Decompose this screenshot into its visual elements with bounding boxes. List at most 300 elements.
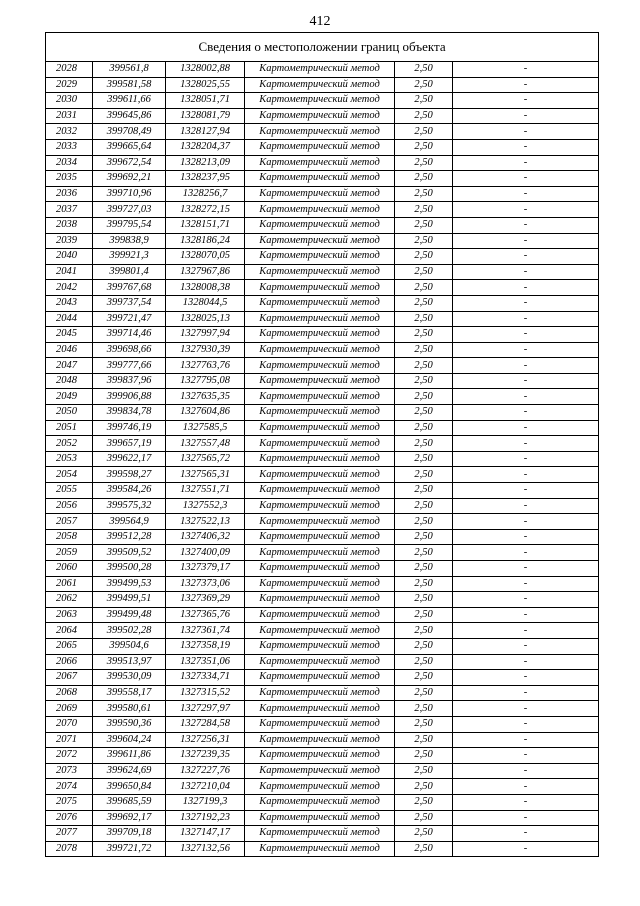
description-cell: - — [453, 373, 599, 389]
page-number: 412 — [309, 14, 331, 29]
accuracy-cell: 2,50 — [395, 62, 453, 78]
point-number-cell: 2044 — [46, 311, 93, 327]
point-number-cell: 2058 — [46, 529, 93, 545]
point-number-cell: 2070 — [46, 716, 93, 732]
method-cell: Картометрический метод — [245, 794, 395, 810]
accuracy-cell: 2,50 — [395, 139, 453, 155]
y-coordinate-cell: 1327365,76 — [166, 607, 245, 623]
x-coordinate-cell: 399509,52 — [93, 545, 166, 561]
table-row — [46, 794, 599, 810]
table-row — [46, 186, 599, 202]
point-number-cell: 2068 — [46, 685, 93, 701]
accuracy-cell: 2,50 — [395, 716, 453, 732]
x-coordinate-cell: 399801,4 — [93, 264, 166, 280]
x-coordinate-cell: 399746,19 — [93, 420, 166, 436]
table-row — [46, 389, 599, 405]
y-coordinate-cell: 1327227,76 — [166, 763, 245, 779]
x-coordinate-cell: 399584,26 — [93, 483, 166, 499]
accuracy-cell: 2,50 — [395, 342, 453, 358]
point-number-cell: 2034 — [46, 155, 93, 171]
accuracy-cell: 2,50 — [395, 202, 453, 218]
method-cell: Картометрический метод — [245, 779, 395, 795]
method-cell: Картометрический метод — [245, 264, 395, 280]
method-cell: Картометрический метод — [245, 327, 395, 343]
x-coordinate-cell: 399604,24 — [93, 732, 166, 748]
table-row — [46, 716, 599, 732]
point-number-cell: 2042 — [46, 280, 93, 296]
x-coordinate-cell: 399921,3 — [93, 249, 166, 265]
point-number-cell: 2035 — [46, 171, 93, 187]
y-coordinate-cell: 1327192,23 — [166, 810, 245, 826]
y-coordinate-cell: 1327552,3 — [166, 498, 245, 514]
y-coordinate-cell: 1328081,79 — [166, 108, 245, 124]
point-number-cell: 2031 — [46, 108, 93, 124]
y-coordinate-cell: 1328213,09 — [166, 155, 245, 171]
point-number-cell: 2055 — [46, 483, 93, 499]
accuracy-cell: 2,50 — [395, 327, 453, 343]
table-row — [46, 529, 599, 545]
accuracy-cell: 2,50 — [395, 638, 453, 654]
table-row — [46, 264, 599, 280]
x-coordinate-cell: 399622,17 — [93, 451, 166, 467]
x-coordinate-cell: 399767,68 — [93, 280, 166, 296]
description-cell: - — [453, 779, 599, 795]
table-row — [46, 592, 599, 608]
description-cell: - — [453, 701, 599, 717]
accuracy-cell: 2,50 — [395, 93, 453, 109]
point-number-cell: 2054 — [46, 467, 93, 483]
description-cell: - — [453, 529, 599, 545]
point-number-cell: 2033 — [46, 139, 93, 155]
y-coordinate-cell: 1328070,05 — [166, 249, 245, 265]
x-coordinate-cell: 399708,49 — [93, 124, 166, 140]
accuracy-cell: 2,50 — [395, 155, 453, 171]
x-coordinate-cell: 399611,86 — [93, 748, 166, 764]
x-coordinate-cell: 399650,84 — [93, 779, 166, 795]
x-coordinate-cell: 399564,9 — [93, 514, 166, 530]
method-cell: Картометрический метод — [245, 249, 395, 265]
x-coordinate-cell: 399500,28 — [93, 561, 166, 577]
accuracy-cell: 2,50 — [395, 389, 453, 405]
accuracy-cell: 2,50 — [395, 233, 453, 249]
description-cell: - — [453, 139, 599, 155]
table-row — [46, 561, 599, 577]
x-coordinate-cell: 399692,17 — [93, 810, 166, 826]
description-cell: - — [453, 483, 599, 499]
point-number-cell: 2062 — [46, 592, 93, 608]
method-cell: Картометрический метод — [245, 451, 395, 467]
point-number-cell: 2056 — [46, 498, 93, 514]
table-row — [46, 732, 599, 748]
description-cell: - — [453, 576, 599, 592]
y-coordinate-cell: 1327379,17 — [166, 561, 245, 577]
method-cell: Картометрический метод — [245, 155, 395, 171]
table-row — [46, 217, 599, 233]
accuracy-cell: 2,50 — [395, 841, 453, 857]
accuracy-cell: 2,50 — [395, 171, 453, 187]
accuracy-cell: 2,50 — [395, 701, 453, 717]
method-cell: Картометрический метод — [245, 420, 395, 436]
x-coordinate-cell: 399906,88 — [93, 389, 166, 405]
y-coordinate-cell: 1327361,74 — [166, 623, 245, 639]
accuracy-cell: 2,50 — [395, 592, 453, 608]
x-coordinate-cell: 399624,69 — [93, 763, 166, 779]
accuracy-cell: 2,50 — [395, 420, 453, 436]
table-row — [46, 327, 599, 343]
accuracy-cell: 2,50 — [395, 436, 453, 452]
table-row — [46, 280, 599, 296]
x-coordinate-cell: 399590,36 — [93, 716, 166, 732]
point-number-cell: 2075 — [46, 794, 93, 810]
description-cell: - — [453, 327, 599, 343]
table-row — [46, 77, 599, 93]
method-cell: Картометрический метод — [245, 311, 395, 327]
y-coordinate-cell: 1328051,71 — [166, 93, 245, 109]
point-number-cell: 2028 — [46, 62, 93, 78]
accuracy-cell: 2,50 — [395, 654, 453, 670]
x-coordinate-cell: 399721,72 — [93, 841, 166, 857]
table-row — [46, 311, 599, 327]
point-number-cell: 2061 — [46, 576, 93, 592]
table-row — [46, 810, 599, 826]
method-cell: Картометрический метод — [245, 358, 395, 374]
y-coordinate-cell: 1327369,29 — [166, 592, 245, 608]
table-row — [46, 763, 599, 779]
y-coordinate-cell: 1327565,31 — [166, 467, 245, 483]
description-cell: - — [453, 514, 599, 530]
table-row — [46, 405, 599, 421]
accuracy-cell: 2,50 — [395, 280, 453, 296]
accuracy-cell: 2,50 — [395, 373, 453, 389]
y-coordinate-cell: 1327239,35 — [166, 748, 245, 764]
table-row — [46, 576, 599, 592]
y-coordinate-cell: 1328204,37 — [166, 139, 245, 155]
y-coordinate-cell: 1327522,13 — [166, 514, 245, 530]
table-row — [46, 545, 599, 561]
table-row — [46, 685, 599, 701]
table-row — [46, 623, 599, 639]
x-coordinate-cell: 399598,27 — [93, 467, 166, 483]
method-cell: Картометрический метод — [245, 748, 395, 764]
table-row — [46, 483, 599, 499]
table-row — [46, 654, 599, 670]
y-coordinate-cell: 1328272,15 — [166, 202, 245, 218]
y-coordinate-cell: 1327400,09 — [166, 545, 245, 561]
description-cell: - — [453, 826, 599, 842]
method-cell: Картометрический метод — [245, 810, 395, 826]
x-coordinate-cell: 399777,66 — [93, 358, 166, 374]
description-cell: - — [453, 77, 599, 93]
method-cell: Картометрический метод — [245, 467, 395, 483]
description-cell: - — [453, 498, 599, 514]
method-cell: Картометрический метод — [245, 514, 395, 530]
table-row — [46, 670, 599, 686]
point-number-cell: 2074 — [46, 779, 93, 795]
accuracy-cell: 2,50 — [395, 405, 453, 421]
description-cell: - — [453, 155, 599, 171]
y-coordinate-cell: 1327373,06 — [166, 576, 245, 592]
x-coordinate-cell: 399575,32 — [93, 498, 166, 514]
table-body — [46, 62, 599, 857]
x-coordinate-cell: 399499,51 — [93, 592, 166, 608]
accuracy-cell: 2,50 — [395, 826, 453, 842]
table-row — [46, 171, 599, 187]
x-coordinate-cell: 399837,96 — [93, 373, 166, 389]
method-cell: Картометрический метод — [245, 373, 395, 389]
method-cell: Картометрический метод — [245, 561, 395, 577]
method-cell: Картометрический метод — [245, 826, 395, 842]
method-cell: Картометрический метод — [245, 295, 395, 311]
method-cell: Картометрический метод — [245, 280, 395, 296]
table-row — [46, 498, 599, 514]
method-cell: Картометрический метод — [245, 592, 395, 608]
description-cell: - — [453, 654, 599, 670]
y-coordinate-cell: 1327284,58 — [166, 716, 245, 732]
point-number-cell: 2040 — [46, 249, 93, 265]
table-row — [46, 108, 599, 124]
description-cell: - — [453, 716, 599, 732]
table-row — [46, 93, 599, 109]
description-cell: - — [453, 561, 599, 577]
accuracy-cell: 2,50 — [395, 311, 453, 327]
point-number-cell: 2046 — [46, 342, 93, 358]
table-row — [46, 233, 599, 249]
table-row — [46, 202, 599, 218]
method-cell: Картометрический метод — [245, 436, 395, 452]
point-number-cell: 2071 — [46, 732, 93, 748]
accuracy-cell: 2,50 — [395, 249, 453, 265]
y-coordinate-cell: 1327763,76 — [166, 358, 245, 374]
table-row — [46, 514, 599, 530]
x-coordinate-cell: 399530,09 — [93, 670, 166, 686]
method-cell: Картометрический метод — [245, 545, 395, 561]
y-coordinate-cell: 1327795,08 — [166, 373, 245, 389]
point-number-cell: 2043 — [46, 295, 93, 311]
point-number-cell: 2052 — [46, 436, 93, 452]
accuracy-cell: 2,50 — [395, 623, 453, 639]
x-coordinate-cell: 399672,54 — [93, 155, 166, 171]
x-coordinate-cell: 399499,48 — [93, 607, 166, 623]
y-coordinate-cell: 1328186,24 — [166, 233, 245, 249]
x-coordinate-cell: 399692,21 — [93, 171, 166, 187]
x-coordinate-cell: 399727,03 — [93, 202, 166, 218]
point-number-cell: 2029 — [46, 77, 93, 93]
y-coordinate-cell: 1327585,5 — [166, 420, 245, 436]
x-coordinate-cell: 399709,18 — [93, 826, 166, 842]
accuracy-cell: 2,50 — [395, 483, 453, 499]
point-number-cell: 2053 — [46, 451, 93, 467]
y-coordinate-cell: 1328008,38 — [166, 280, 245, 296]
method-cell: Картометрический метод — [245, 576, 395, 592]
accuracy-cell: 2,50 — [395, 217, 453, 233]
table-row — [46, 249, 599, 265]
point-number-cell: 2065 — [46, 638, 93, 654]
table-row — [46, 420, 599, 436]
point-number-cell: 2045 — [46, 327, 93, 343]
y-coordinate-cell: 1328151,71 — [166, 217, 245, 233]
y-coordinate-cell: 1327147,17 — [166, 826, 245, 842]
description-cell: - — [453, 108, 599, 124]
description-cell: - — [453, 748, 599, 764]
method-cell: Картометрический метод — [245, 841, 395, 857]
method-cell: Картометрический метод — [245, 186, 395, 202]
point-number-cell: 2066 — [46, 654, 93, 670]
x-coordinate-cell: 399737,54 — [93, 295, 166, 311]
method-cell: Картометрический метод — [245, 670, 395, 686]
method-cell: Картометрический метод — [245, 716, 395, 732]
description-cell: - — [453, 233, 599, 249]
table-row — [46, 748, 599, 764]
x-coordinate-cell: 399504,6 — [93, 638, 166, 654]
y-coordinate-cell: 1327351,06 — [166, 654, 245, 670]
accuracy-cell: 2,50 — [395, 358, 453, 374]
table-row — [46, 436, 599, 452]
y-coordinate-cell: 1327358,19 — [166, 638, 245, 654]
description-cell: - — [453, 311, 599, 327]
point-number-cell: 2036 — [46, 186, 93, 202]
y-coordinate-cell: 1327315,52 — [166, 685, 245, 701]
method-cell: Картометрический метод — [245, 498, 395, 514]
table-caption: Сведения о местоположении границ объекта — [46, 33, 599, 62]
table-row — [46, 638, 599, 654]
description-cell: - — [453, 124, 599, 140]
table-row — [46, 779, 599, 795]
description-cell: - — [453, 186, 599, 202]
description-cell: - — [453, 451, 599, 467]
method-cell: Картометрический метод — [245, 685, 395, 701]
accuracy-cell: 2,50 — [395, 498, 453, 514]
table-caption-row — [46, 33, 599, 62]
accuracy-cell: 2,50 — [395, 77, 453, 93]
point-number-cell: 2059 — [46, 545, 93, 561]
method-cell: Картометрический метод — [245, 342, 395, 358]
method-cell: Картометрический метод — [245, 389, 395, 405]
point-number-cell: 2039 — [46, 233, 93, 249]
method-cell: Картометрический метод — [245, 654, 395, 670]
method-cell: Картометрический метод — [245, 93, 395, 109]
method-cell: Картометрический метод — [245, 77, 395, 93]
x-coordinate-cell: 399710,96 — [93, 186, 166, 202]
y-coordinate-cell: 1328025,13 — [166, 311, 245, 327]
point-number-cell: 2057 — [46, 514, 93, 530]
method-cell: Картометрический метод — [245, 108, 395, 124]
y-coordinate-cell: 1327635,35 — [166, 389, 245, 405]
y-coordinate-cell: 1328127,94 — [166, 124, 245, 140]
x-coordinate-cell: 399512,28 — [93, 529, 166, 545]
accuracy-cell: 2,50 — [395, 561, 453, 577]
table-row — [46, 841, 599, 857]
description-cell: - — [453, 93, 599, 109]
x-coordinate-cell: 399561,8 — [93, 62, 166, 78]
x-coordinate-cell: 399499,53 — [93, 576, 166, 592]
method-cell: Картометрический метод — [245, 217, 395, 233]
method-cell: Картометрический метод — [245, 233, 395, 249]
description-cell: - — [453, 794, 599, 810]
point-number-cell: 2064 — [46, 623, 93, 639]
description-cell: - — [453, 249, 599, 265]
table-row — [46, 62, 599, 78]
y-coordinate-cell: 1327406,32 — [166, 529, 245, 545]
point-number-cell: 2050 — [46, 405, 93, 421]
point-number-cell: 2067 — [46, 670, 93, 686]
y-coordinate-cell: 1327557,48 — [166, 436, 245, 452]
y-coordinate-cell: 1327997,94 — [166, 327, 245, 343]
method-cell: Картометрический метод — [245, 638, 395, 654]
point-number-cell: 2049 — [46, 389, 93, 405]
x-coordinate-cell: 399581,58 — [93, 77, 166, 93]
x-coordinate-cell: 399685,59 — [93, 794, 166, 810]
x-coordinate-cell: 399721,47 — [93, 311, 166, 327]
x-coordinate-cell: 399714,46 — [93, 327, 166, 343]
accuracy-cell: 2,50 — [395, 186, 453, 202]
method-cell: Картометрический метод — [245, 62, 395, 78]
point-number-cell: 2077 — [46, 826, 93, 842]
table-row — [46, 826, 599, 842]
method-cell: Картометрический метод — [245, 701, 395, 717]
point-number-cell: 2078 — [46, 841, 93, 857]
description-cell: - — [453, 841, 599, 857]
point-number-cell: 2037 — [46, 202, 93, 218]
accuracy-cell: 2,50 — [395, 607, 453, 623]
accuracy-cell: 2,50 — [395, 451, 453, 467]
y-coordinate-cell: 1327297,97 — [166, 701, 245, 717]
y-coordinate-cell: 1328044,5 — [166, 295, 245, 311]
y-coordinate-cell: 1327930,39 — [166, 342, 245, 358]
method-cell: Картометрический метод — [245, 607, 395, 623]
accuracy-cell: 2,50 — [395, 763, 453, 779]
x-coordinate-cell: 399834,78 — [93, 405, 166, 421]
y-coordinate-cell: 1328025,55 — [166, 77, 245, 93]
description-cell: - — [453, 545, 599, 561]
table-row — [46, 373, 599, 389]
point-number-cell: 2060 — [46, 561, 93, 577]
accuracy-cell: 2,50 — [395, 467, 453, 483]
description-cell: - — [453, 358, 599, 374]
x-coordinate-cell: 399611,66 — [93, 93, 166, 109]
y-coordinate-cell: 1327199,3 — [166, 794, 245, 810]
x-coordinate-cell: 399795,54 — [93, 217, 166, 233]
point-number-cell: 2047 — [46, 358, 93, 374]
point-number-cell: 2063 — [46, 607, 93, 623]
accuracy-cell: 2,50 — [395, 264, 453, 280]
table-row — [46, 342, 599, 358]
table-row — [46, 155, 599, 171]
x-coordinate-cell: 399657,19 — [93, 436, 166, 452]
method-cell: Картометрический метод — [245, 139, 395, 155]
table-row — [46, 124, 599, 140]
description-cell: - — [453, 202, 599, 218]
description-cell: - — [453, 623, 599, 639]
description-cell: - — [453, 295, 599, 311]
description-cell: - — [453, 420, 599, 436]
y-coordinate-cell: 1327210,04 — [166, 779, 245, 795]
x-coordinate-cell: 399558,17 — [93, 685, 166, 701]
description-cell: - — [453, 810, 599, 826]
point-number-cell: 2076 — [46, 810, 93, 826]
accuracy-cell: 2,50 — [395, 748, 453, 764]
y-coordinate-cell: 1327334,71 — [166, 670, 245, 686]
accuracy-cell: 2,50 — [395, 670, 453, 686]
y-coordinate-cell: 1328256,7 — [166, 186, 245, 202]
accuracy-cell: 2,50 — [395, 794, 453, 810]
point-number-cell: 2069 — [46, 701, 93, 717]
accuracy-cell: 2,50 — [395, 810, 453, 826]
table-row — [46, 451, 599, 467]
method-cell: Картометрический метод — [245, 405, 395, 421]
description-cell: - — [453, 670, 599, 686]
accuracy-cell: 2,50 — [395, 545, 453, 561]
x-coordinate-cell: 399580,61 — [93, 701, 166, 717]
